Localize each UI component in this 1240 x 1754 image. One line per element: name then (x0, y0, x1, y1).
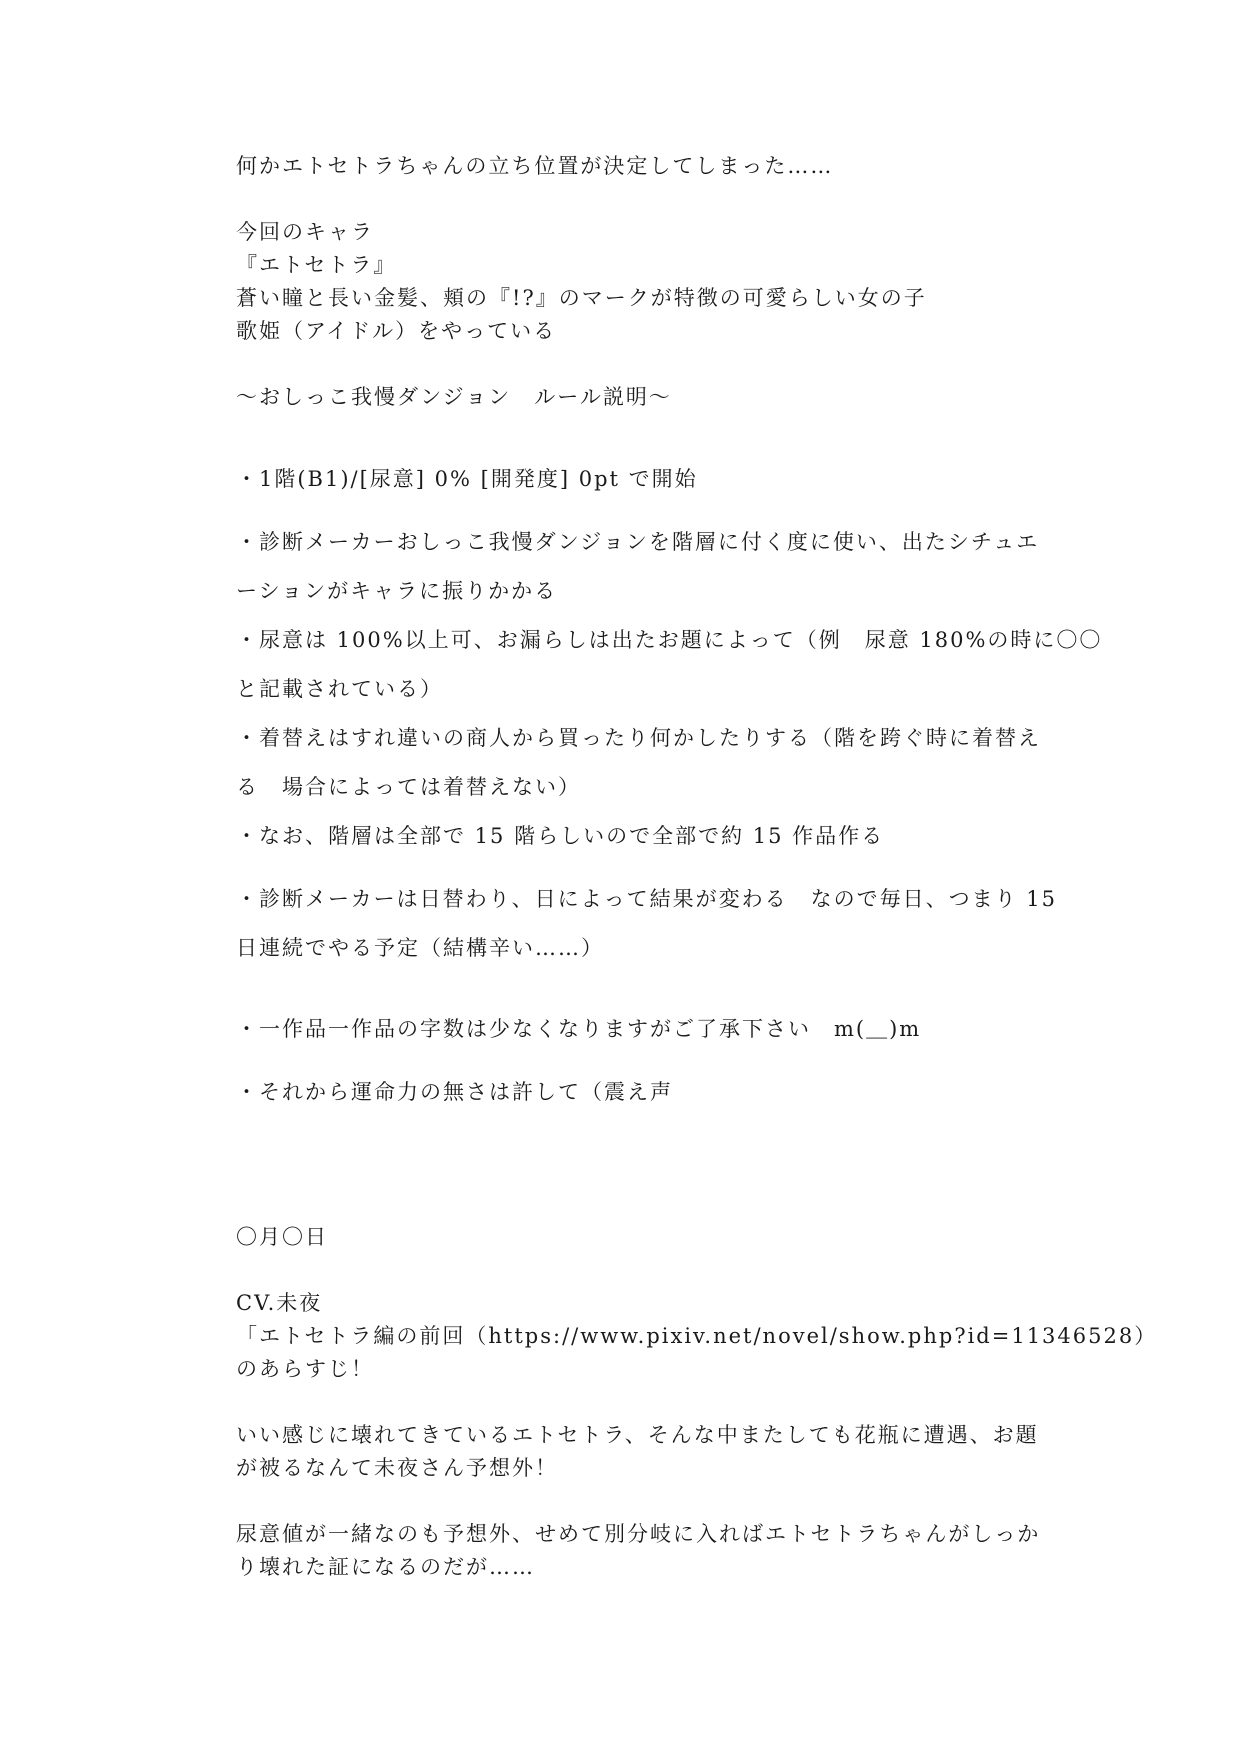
character-role: 歌姫（アイドル）をやっている (236, 319, 557, 343)
rule-item: ・診断メーカーは日替わり、日によって結果が変わる なので毎日、つまり 15 (236, 887, 1057, 911)
recap-line-continued: のあらすじ！ (236, 1357, 374, 1381)
rule-item-continued: 日連続でやる予定（結構辛い……） (236, 936, 604, 960)
rule-item: ・なお、階層は全部で 15 階らしいので全部で約 15 作品作る (236, 824, 885, 848)
paragraph-line: 尿意値が一緒なのも予想外、せめて別分岐に入ればエトセトラちゃんがしっか (236, 1522, 1041, 1546)
date-line: 〇月〇日 (236, 1225, 328, 1249)
character-heading: 今回のキャラ (236, 220, 374, 244)
recap-line: 「エトセトラ編の前回（https://www.pixiv.net/novel/show.php?id=11346528） (236, 1324, 1158, 1348)
paragraph-line: が被るなんて未夜さん予想外！ (236, 1456, 558, 1480)
paragraph-line: いい感じに壊れてきているエトセトラ、そんな中またしても花瓶に遭遇、お題 (236, 1423, 1039, 1447)
rules-title: ～おしっこ我慢ダンジョン ルール説明～ (236, 385, 672, 409)
rule-item-continued: と記載されている） (236, 677, 443, 701)
rule-item-continued: る 場合によっては着替えない） (236, 775, 581, 799)
rule-item: ・一作品一作品の字数は少なくなりますがご了承下さい m(＿)m (236, 1017, 922, 1041)
rule-item: ・それから運命力の無さは許して（震え声 (236, 1080, 673, 1104)
rule-item: ・尿意は 100%以上可、お漏らしは出たお題によって（例 尿意 180%の時に〇〇 (236, 628, 1103, 652)
cv-line: CV.未夜 (236, 1291, 323, 1315)
rule-item: ・着替えはすれ違いの商人から買ったり何かしたりする（階を跨ぐ時に着替え (236, 726, 1041, 750)
paragraph-line: り壊れた証になるのだが…… (236, 1555, 535, 1579)
rule-item: ・1階(B1)/[尿意] 0% [開発度] 0pt で開始 (236, 467, 698, 491)
rule-item: ・診断メーカーおしっこ我慢ダンジョンを階層に付く度に使い、出たシチュエ (236, 530, 1040, 554)
character-name: 『エトセトラ』 (236, 253, 397, 277)
character-description: 蒼い瞳と長い金髪、頬の『!?』のマークが特徴の可愛らしい女の子 (236, 286, 927, 310)
intro-line: 何かエトセトラちゃんの立ち位置が決定してしまった…… (236, 154, 834, 178)
rule-item-continued: ーションがキャラに振りかかる (236, 579, 558, 603)
